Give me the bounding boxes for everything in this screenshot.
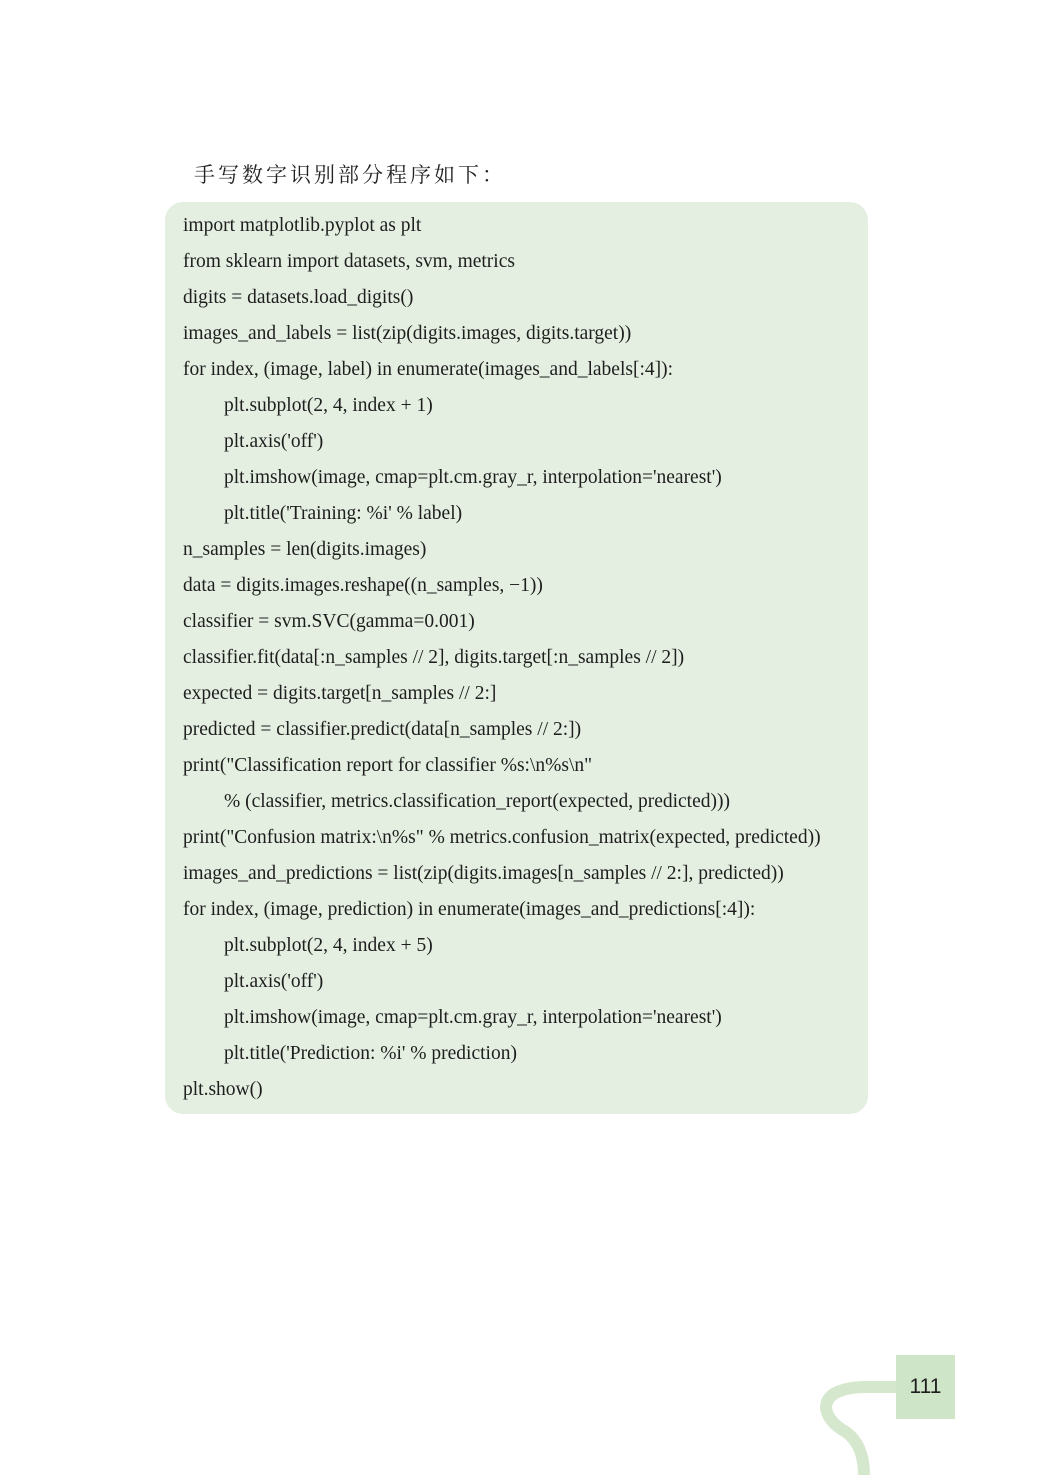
code-line: predicted = classifier.predict(data[n_samples // 2:]): [183, 719, 582, 740]
code-line: plt.show(): [183, 1079, 263, 1100]
code-line: for index, (image, prediction) in enumerate(images_and_predictions[:4]):: [183, 899, 756, 920]
code-line: plt.imshow(image, cmap=plt.cm.gray_r, interpolation='nearest'): [224, 1007, 722, 1028]
code-line: images_and_predictions = list(zip(digits.images[n_samples // 2:], predicted)): [183, 863, 784, 884]
code-line: print("Classification report for classifier %s:\n%s\n": [183, 755, 593, 776]
code-line: print("Confusion matrix:\n%s" % metrics.confusion_matrix(expected, predicted)): [183, 827, 821, 848]
code-line: classifier.fit(data[:n_samples // 2], digits.target[:n_samples // 2]): [183, 647, 685, 668]
code-line: plt.imshow(image, cmap=plt.cm.gray_r, interpolation='nearest'): [224, 467, 722, 488]
code-line: plt.axis('off'): [224, 431, 324, 452]
intro-text: 手写数字识别部分程序如下：: [194, 163, 506, 187]
code-line: classifier = svm.SVC(gamma=0.001): [183, 611, 475, 632]
code-line: import matplotlib.pyplot as plt: [183, 215, 422, 236]
code-line: n_samples = len(digits.images): [183, 539, 427, 560]
code-line: for index, (image, label) in enumerate(images_and_labels[:4]):: [183, 359, 674, 380]
code-line: expected = digits.target[n_samples // 2:]: [183, 683, 497, 704]
code-line: data = digits.images.reshape((n_samples, −1)): [183, 575, 543, 596]
page-number-label: 111: [909, 1375, 942, 1398]
code-line: plt.title('Prediction: %i' % prediction): [224, 1043, 517, 1064]
code-line: plt.subplot(2, 4, index + 1): [224, 395, 433, 416]
code-line: from sklearn import datasets, svm, metrics: [183, 251, 515, 272]
code-line: plt.axis('off'): [224, 971, 324, 992]
page-number: [896, 1355, 955, 1419]
code-line: plt.subplot(2, 4, index + 5): [224, 935, 433, 956]
code-line: digits = datasets.load_digits(): [183, 287, 414, 308]
code-line: % (classifier, metrics.classification_report(expected, predicted))): [224, 791, 730, 812]
code-line: plt.title('Training: %i' % label): [224, 503, 463, 524]
code-line: images_and_labels = list(zip(digits.images, digits.target)): [183, 323, 632, 344]
